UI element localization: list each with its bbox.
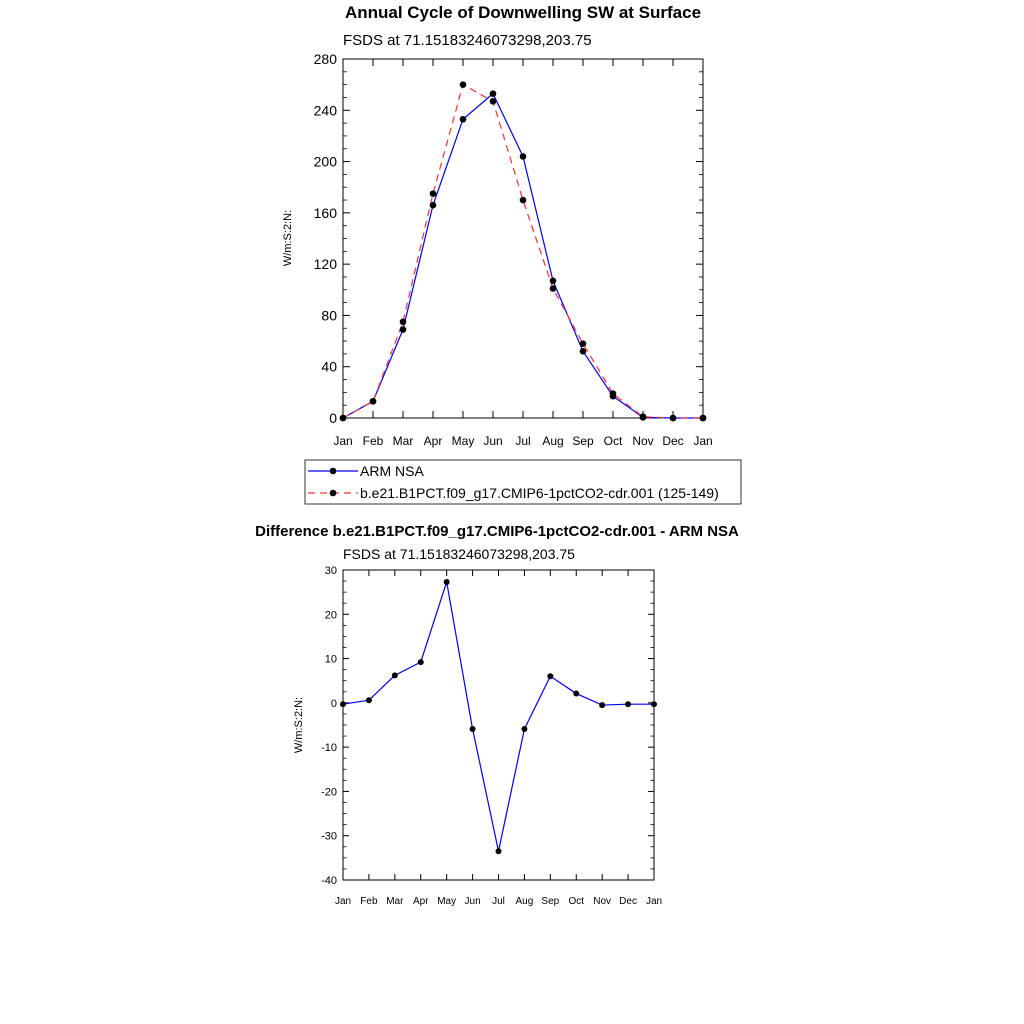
y-tick-label: 0	[330, 697, 337, 710]
series-1-point-10	[640, 413, 647, 420]
series-1-point-1	[370, 398, 377, 405]
series-0-point-4	[460, 116, 467, 123]
series-0-point-9	[573, 691, 579, 697]
bottom-chart-subtitle: FSDS at 71.15183246073298,203.75	[343, 546, 575, 562]
series-1-point-9	[610, 390, 617, 397]
y-tick-label: 0	[329, 410, 337, 426]
series-0-point-1	[366, 697, 372, 703]
x-tick-label-may: May	[451, 434, 475, 448]
x-tick-label-apr: Apr	[423, 434, 443, 448]
x-tick-label-aug: Aug	[515, 896, 534, 907]
y-tick-label: -20	[321, 786, 337, 799]
x-tick-label-jan: Jan	[645, 896, 663, 907]
x-tick-label-jan: Jan	[333, 434, 353, 448]
series-1-point-0	[340, 415, 347, 422]
legend-arm-label: ARM NSA	[360, 463, 424, 479]
y-tick-label: 240	[313, 102, 337, 119]
x-tick-label-dec: Dec	[662, 434, 684, 448]
x-tick-label-jun: Jun	[464, 896, 481, 907]
x-tick-label-dec: Dec	[619, 896, 637, 907]
series-1-point-2	[400, 319, 407, 326]
top-legend	[305, 460, 741, 504]
y-tick-label: -30	[321, 830, 337, 843]
series-1-point-8	[580, 340, 587, 347]
x-tick-label-jan: Jan	[693, 434, 713, 448]
series-0-point-7	[521, 726, 527, 732]
y-tick-label: 10	[324, 653, 337, 666]
x-tick-label-nov: Nov	[593, 896, 612, 907]
series-1-point-3	[430, 190, 437, 197]
series-0-point-12	[651, 701, 657, 707]
series-0-point-5	[470, 726, 476, 732]
x-tick-label-aug: Aug	[542, 434, 564, 448]
bottom-chart-title: Difference b.e21.B1PCT.f09_g17.CMIP6-1pctCO2-cdr.001 - ARM NSA	[255, 523, 739, 540]
x-tick-label-may: May	[437, 896, 457, 907]
series-1-point-4	[460, 81, 467, 88]
series-1-point-7	[550, 285, 557, 292]
top-chart-ylabel: W/m:S:2:N:	[282, 209, 294, 267]
x-tick-label-jul: Jul	[492, 896, 505, 907]
x-tick-label-feb: Feb	[362, 434, 384, 448]
legend-model-label: b.e21.B1PCT.f09_g17.CMIP6-1pctCO2-cdr.001 (125-149)	[360, 485, 719, 501]
x-tick-label-sep: Sep	[541, 896, 560, 907]
y-tick-label: 280	[313, 51, 337, 67]
series-0-point-6	[520, 153, 527, 160]
x-tick-label-nov: Nov	[632, 434, 654, 448]
y-tick-label: 120	[313, 256, 337, 273]
x-tick-label-feb: Feb	[360, 896, 378, 907]
y-tick-label: 160	[313, 204, 337, 221]
series-1-point-11	[670, 415, 677, 422]
series-0-point-2	[392, 672, 398, 678]
x-tick-label-mar: Mar	[386, 896, 404, 907]
series-0-point-7	[550, 278, 557, 285]
x-tick-label-oct: Oct	[568, 896, 585, 907]
x-tick-label-jan: Jan	[334, 896, 352, 907]
y-tick-label: -10	[321, 742, 337, 755]
series-1-point-12	[700, 415, 707, 422]
x-tick-label-jul: Jul	[515, 434, 531, 448]
series-0-point-10	[599, 702, 605, 708]
x-tick-label-oct: Oct	[603, 434, 623, 448]
series-0-point-6	[496, 848, 502, 854]
series-0-point-0	[340, 701, 346, 707]
series-0-point-2	[400, 326, 407, 333]
series-1-point-5	[490, 98, 497, 105]
y-tick-label: 40	[321, 358, 337, 375]
series-0-point-3	[418, 659, 424, 665]
bottom-chart-ylabel: W/m:S:2:N:	[293, 696, 305, 754]
series-0-point-8	[580, 348, 587, 355]
series-0-point-5	[490, 90, 497, 97]
series-0-point-8	[547, 673, 553, 679]
x-tick-label-jun: Jun	[483, 434, 503, 448]
y-tick-label: 30	[324, 565, 337, 577]
series-0-point-11	[625, 701, 631, 707]
series-1-point-6	[520, 197, 527, 204]
x-tick-label-mar: Mar	[392, 434, 414, 448]
x-tick-label-apr: Apr	[412, 896, 429, 907]
y-tick-label: 200	[313, 153, 337, 170]
y-tick-label: -40	[321, 875, 337, 887]
series-0-point-3	[430, 202, 437, 209]
y-tick-label: 20	[324, 609, 337, 622]
top-chart-subtitle: FSDS at 71.15183246073298,203.75	[343, 32, 592, 49]
series-0-point-4	[444, 579, 450, 585]
top-chart-title: Annual Cycle of Downwelling SW at Surface	[344, 3, 702, 22]
x-tick-label-sep: Sep	[572, 434, 594, 448]
y-tick-label: 80	[321, 307, 337, 324]
legend-model-marker	[330, 490, 337, 497]
legend-arm-marker	[330, 468, 337, 475]
